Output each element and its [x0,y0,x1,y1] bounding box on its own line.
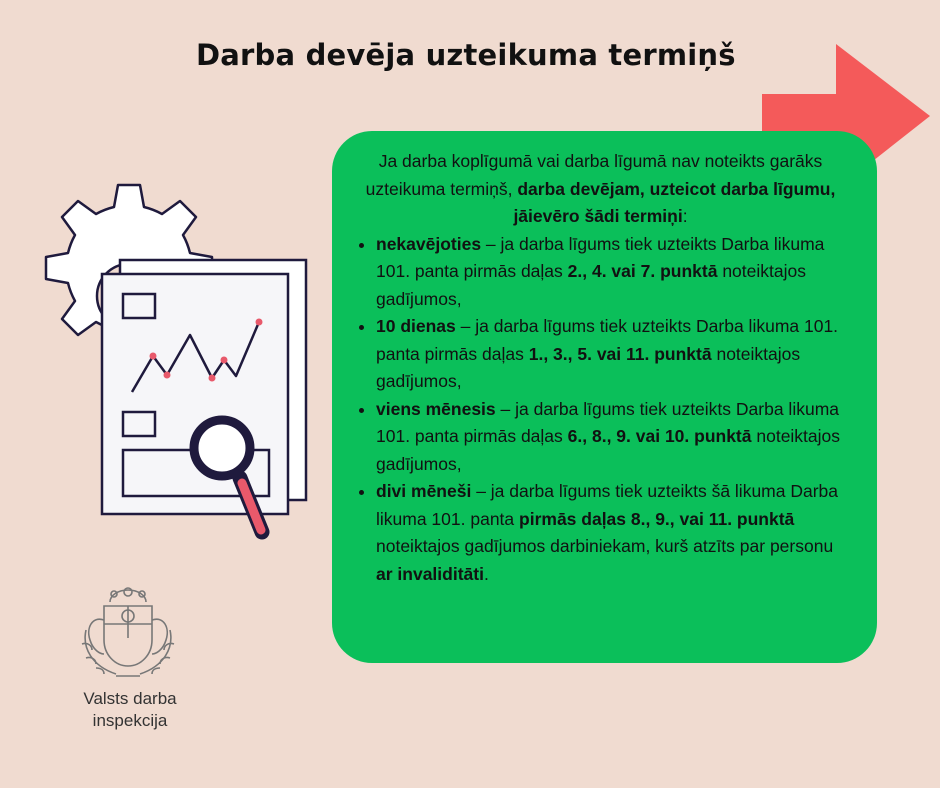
list-item: • nekavējoties – ja darba līgums tiek uzteikts Darba likuma 101. panta pirmās daļas 2., 4. vai 7. punktā noteiktajos gadījumos, [376,231,847,314]
term-list [354,231,847,589]
list-item: • 10 dienas – ja darba līgums tiek uzteikts Darba likuma 101. panta pirmās daļas 1., 3., 5. vai 11. punktā noteiktajos gadījumos, [376,313,847,396]
list-item: • viens mēnesis – ja darba līgums tiek uzteikts Darba likuma 101. panta pirmās daļas 6., 8., 9. vai 10. punktā noteiktajos gadījumos, [376,396,847,479]
intro-text: Ja darba koplīgumā vai darba līgumā nav noteikts garāks uzteikuma termiņš, darba devējam, uzteicot darba līgumu, jāievēro šādi termiņi: [365,151,836,226]
organization-name: Valsts darba inspekcija [83,689,177,730]
list-item: • divi mēneši – ja darba līgums tiek uzteikts šā likuma Darba likuma 101. panta pirmās daļas 8., 9., vai 11. punktā noteiktajos gadījumos darbiniekam, kurš atzīts par personu ar invaliditāti. [376,478,847,588]
gear-document-chart-magnifier-icon [28,180,318,550]
info-card [332,131,877,663]
page-title: Darba devēja uzteikuma termiņš [196,38,736,72]
coat-of-arms-icon [76,580,180,682]
